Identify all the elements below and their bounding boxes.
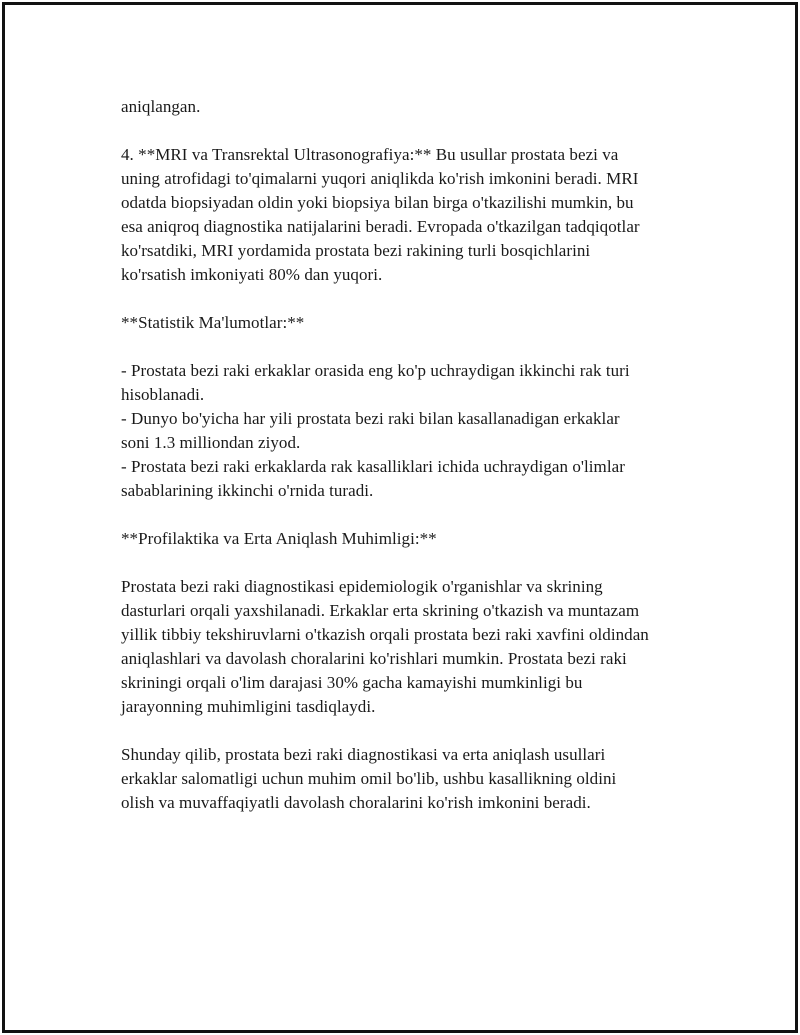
prevention-line: Prostata bezi raki diagnostikasi epidemiologik o'rganishlar va skrining <box>121 577 603 596</box>
page-frame <box>2 2 798 1033</box>
stats-line: soni 1.3 milliondan ziyod. <box>121 433 301 452</box>
prevention-line: jarayonning muhimligini tasdiqlaydi. <box>121 697 376 716</box>
prevention-line: yillik tibbiy tekshiruvlarni o'tkazish orqali prostata bezi raki xavfini oldindan <box>121 625 649 644</box>
mri-line: esa aniqroq diagnostika natijalarini beradi. Evropada o'tkazilgan tadqiqotlar <box>121 217 640 236</box>
mri-line: odatda biopsiyadan oldin yoki biopsiya bilan birga o'tkazilishi mumkin, bu <box>121 193 634 212</box>
mri-section <box>121 143 701 287</box>
stats-line: hisoblanadi. <box>121 385 205 404</box>
prevention-line: dasturlari orqali yaxshilanadi. Erkaklar erta skrining o'tkazish va muntazam <box>121 601 640 620</box>
stats-line: sabablarining ikkinchi o'rnida turadi. <box>121 481 374 500</box>
document-body <box>121 95 701 815</box>
stats-line: - Dunyo bo'yicha har yili prostata bezi raki bilan kasallanadigan erkaklar <box>121 409 620 428</box>
prevention-line: aniqlashlari va davolash choralarini ko'rishlari mumkin. Prostata bezi raki <box>121 649 627 668</box>
mri-line: ko'rsatdiki, MRI yordamida prostata bezi rakining turli bosqichlarini <box>121 241 591 260</box>
paragraph-gap <box>121 503 701 527</box>
paragraph-gap <box>121 335 701 359</box>
paragraph-gap <box>121 287 701 311</box>
stats-line: - Prostata bezi raki erkaklarda rak kasalliklari ichida uchraydigan o'limlar <box>121 457 625 476</box>
conclusion-line: olish va muvaffaqiyatli davolash choralarini ko'rish imkonini beradi. <box>121 793 591 812</box>
intro-tail-line: aniqlangan. <box>121 97 201 116</box>
stats-heading: **Statistik Ma'lumotlar:** <box>121 313 305 332</box>
conclusion-line: erkaklar salomatligi uchun muhim omil bo'lib, ushbu kasallikning oldini <box>121 769 617 788</box>
paragraph-gap <box>121 551 701 575</box>
conclusion-line: Shunday qilib, prostata bezi raki diagnostikasi va erta aniqlash usullari <box>121 745 606 764</box>
mri-line: uning atrofidagi to'qimalarni yuqori aniqlikda ko'rish imkonini beradi. MRI <box>121 169 639 188</box>
conclusion-paragraph <box>121 743 701 815</box>
prevention-line: skriningi orqali o'lim darajasi 30% gacha kamayishi mumkinligi bu <box>121 673 583 692</box>
paragraph-gap <box>121 119 701 143</box>
mri-line: ko'rsatish imkoniyati 80% dan yuqori. <box>121 265 383 284</box>
prevention-heading: **Profilaktika va Erta Aniqlash Muhimligi:** <box>121 529 437 548</box>
prevention-paragraph <box>121 575 701 719</box>
mri-line: 4. **MRI va Transrektal Ultrasonografiya:** Bu usullar prostata bezi va <box>121 145 619 164</box>
stats-list <box>121 359 701 503</box>
stats-line: - Prostata bezi raki erkaklar orasida eng ko'p uchraydigan ikkinchi rak turi <box>121 361 630 380</box>
paragraph-gap <box>121 719 701 743</box>
